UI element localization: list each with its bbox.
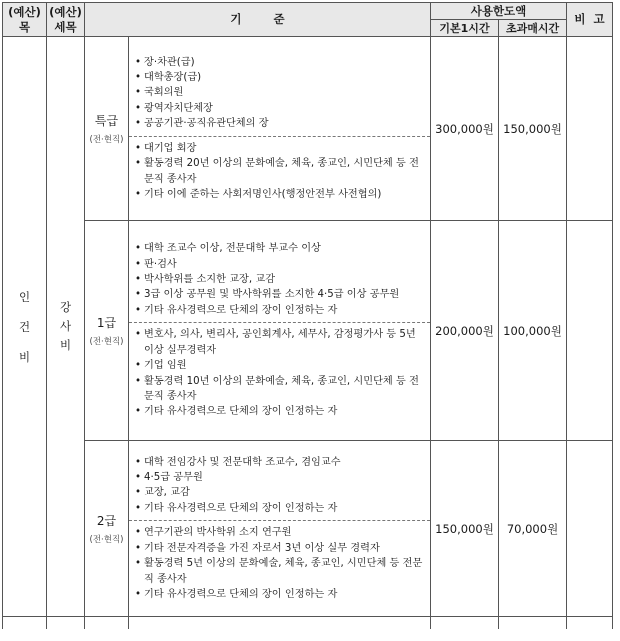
criteria-group-1 bbox=[135, 55, 426, 132]
subcategory-char: 강 bbox=[59, 300, 72, 314]
criteria-item: • 4·5급 공무원 bbox=[135, 470, 426, 485]
empty-cell bbox=[129, 617, 431, 629]
criteria-item: • 3급 이상 공무원 및 박사학위를 소지한 4·5급 이상 공무원 bbox=[135, 287, 426, 302]
criteria-item: • 기타 전문자격증을 가진 자로서 3년 이상 실무 경력자 bbox=[135, 541, 426, 556]
criteria-item: • 기업 임원 bbox=[135, 358, 426, 373]
subcategory-char: 비 bbox=[59, 338, 72, 352]
criteria-item: • 연구기관의 박사학위 소지 연구원 bbox=[135, 525, 426, 540]
criteria-item: • 대학 조교수 이상, 전문대학 부교수 이상 bbox=[135, 241, 426, 256]
header-budget-item bbox=[3, 3, 47, 37]
extra-hour-amount: 70,000원 bbox=[499, 441, 567, 617]
criteria-item: • 장·차관(급) bbox=[135, 55, 426, 70]
header-budget-subitem bbox=[47, 3, 85, 37]
header-criteria: 기 준 bbox=[85, 3, 431, 37]
criteria-group-1 bbox=[135, 455, 426, 517]
empty-cell bbox=[3, 617, 47, 629]
grade-criteria bbox=[129, 37, 431, 221]
grade-criteria bbox=[129, 441, 431, 617]
criteria-item: • 교장, 교감 bbox=[135, 485, 426, 500]
criteria-group-2 bbox=[135, 141, 426, 203]
criteria-item: • 활동경력 5년 이상의 문화예술, 체육, 종교인, 시민단체 등 전문직 종사자 bbox=[135, 556, 426, 587]
criteria-group-1 bbox=[135, 241, 426, 318]
empty-cell bbox=[567, 617, 613, 629]
lecture-fee-table-page bbox=[2, 2, 612, 641]
criteria-item: • 기타 유사경력으로 단체의 장이 인정하는 자 bbox=[135, 587, 426, 602]
grade-label-cell bbox=[85, 441, 129, 617]
criteria-item: • 대기업 회장 bbox=[135, 141, 426, 156]
grade-sub: (전·현직) bbox=[89, 535, 124, 545]
empty-cell bbox=[499, 617, 567, 629]
criteria-divider bbox=[129, 322, 430, 323]
category-char: 비 bbox=[18, 349, 31, 364]
header-extra-hour: 초과매시간 bbox=[499, 20, 567, 37]
grade-row-special bbox=[3, 37, 613, 221]
criteria-item: • 기타 이에 준하는 사회저명인사(행정안전부 사전협의) bbox=[135, 187, 426, 202]
basic-hour-amount: 150,000원 bbox=[431, 441, 499, 617]
criteria-item: • 판·검사 bbox=[135, 257, 426, 272]
grade-sub: (전·현직) bbox=[89, 135, 124, 145]
grade-label-cell bbox=[85, 37, 129, 221]
next-row-partial bbox=[3, 617, 613, 629]
header-budget-item-line1: (예산) bbox=[8, 4, 41, 19]
criteria-item: • 기타 유사경력으로 단체의 장이 인정하는 자 bbox=[135, 404, 426, 419]
remarks-cell bbox=[567, 37, 613, 221]
basic-hour-amount: 200,000원 bbox=[431, 221, 499, 441]
empty-cell bbox=[85, 617, 129, 629]
header-budget-item-line2: 목 bbox=[18, 19, 31, 34]
criteria-item: • 국회의원 bbox=[135, 85, 426, 100]
grade-name: 1급 bbox=[96, 316, 117, 330]
grade-sub: (전·현직) bbox=[89, 337, 124, 347]
category-char: 인 bbox=[18, 289, 31, 304]
header-basic-hour: 기본1시간 bbox=[431, 20, 499, 37]
grade-criteria bbox=[129, 221, 431, 441]
empty-cell bbox=[47, 617, 85, 629]
extra-hour-amount: 150,000원 bbox=[499, 37, 567, 221]
category-char: 건 bbox=[18, 319, 31, 334]
criteria-item: • 변호사, 의사, 변리사, 공인회계사, 세무사, 감정평가사 등 5년 이상 실무경력자 bbox=[135, 327, 426, 358]
criteria-item: • 공공기관·공직유관단체의 장 bbox=[135, 116, 426, 131]
grade-label-cell bbox=[85, 221, 129, 441]
header-usage-limit: 사용한도액 bbox=[431, 3, 567, 20]
grade-name: 2급 bbox=[96, 514, 117, 528]
criteria-item: • 대학 전임강사 및 전문대학 조교수, 겸임교수 bbox=[135, 455, 426, 470]
criteria-item: • 기타 유사경력으로 단체의 장이 인정하는 자 bbox=[135, 303, 426, 318]
criteria-divider bbox=[129, 520, 430, 521]
extra-hour-amount: 100,000원 bbox=[499, 221, 567, 441]
criteria-item: • 기타 유사경력으로 단체의 장이 인정하는 자 bbox=[135, 501, 426, 516]
header-budget-subitem-line1: (예산) bbox=[49, 4, 82, 19]
basic-hour-amount: 300,000원 bbox=[431, 37, 499, 221]
lecture-fee-table bbox=[2, 2, 613, 629]
criteria-group-2 bbox=[135, 525, 426, 602]
grade-row-1 bbox=[3, 221, 613, 441]
header-budget-subitem-line2: 세목 bbox=[54, 19, 77, 34]
remarks-cell bbox=[567, 221, 613, 441]
criteria-item: • 활동경력 10년 이상의 문화예술, 체육, 종교인, 시민단체 등 전문직 종사자 bbox=[135, 374, 426, 405]
remarks-cell bbox=[567, 441, 613, 617]
empty-cell bbox=[431, 617, 499, 629]
grade-row-2 bbox=[3, 441, 613, 617]
subcategory-char: 사 bbox=[59, 319, 72, 333]
header-remarks: 비 고 bbox=[567, 3, 613, 37]
category-personnel-cost bbox=[3, 37, 47, 617]
criteria-item: • 활동경력 20년 이상의 문화예술, 체육, 종교인, 시민단체 등 전문직 종사자 bbox=[135, 156, 426, 187]
criteria-item: • 대학총장(급) bbox=[135, 70, 426, 85]
criteria-item: • 광역자치단체장 bbox=[135, 101, 426, 116]
criteria-group-2 bbox=[135, 327, 426, 419]
grade-name: 특급 bbox=[94, 114, 119, 128]
criteria-divider bbox=[129, 136, 430, 137]
criteria-item: • 박사학위를 소지한 교장, 교감 bbox=[135, 272, 426, 287]
subcategory-lecturer-fee bbox=[47, 37, 85, 617]
